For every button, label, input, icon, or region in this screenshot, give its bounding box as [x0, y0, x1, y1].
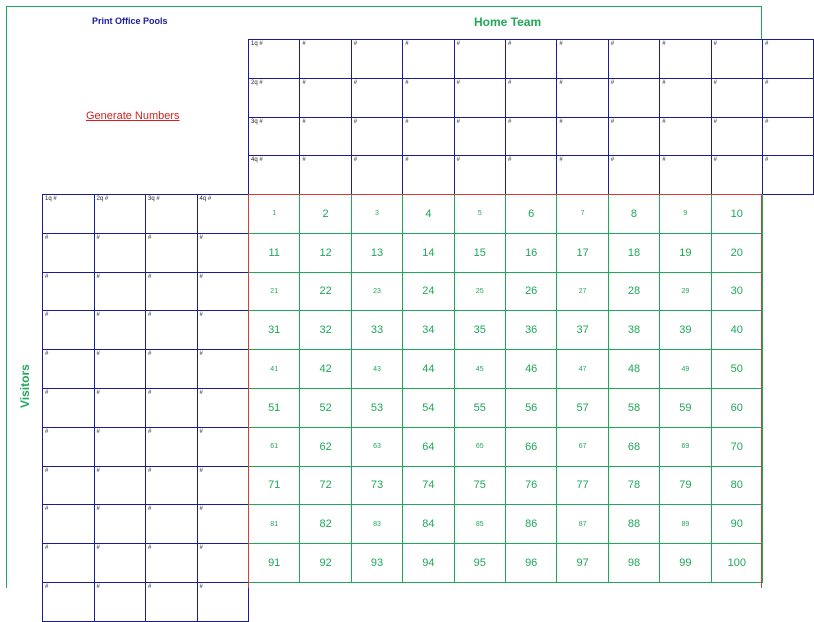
grid-square[interactable]: 10 [711, 194, 763, 234]
grid-square[interactable]: 63 [351, 427, 403, 467]
visitor-number-box[interactable]: # [145, 233, 198, 273]
grid-square[interactable]: 68 [608, 427, 660, 467]
home-quarter-label-4: 4q # [248, 155, 300, 195]
home-number-box[interactable]: # [351, 117, 403, 157]
grid-square[interactable]: 54 [402, 388, 454, 428]
home-number-box[interactable]: # [711, 117, 763, 157]
home-number-box[interactable]: # [505, 39, 557, 79]
home-number-box[interactable]: # [454, 39, 506, 79]
grid-square[interactable]: 22 [299, 272, 351, 312]
visitor-number-box[interactable]: # [145, 272, 198, 312]
grid-square[interactable]: 51 [248, 388, 300, 428]
home-number-box[interactable]: # [299, 78, 351, 118]
grid-square[interactable]: 28 [608, 272, 660, 312]
grid-square[interactable]: 31 [248, 310, 300, 350]
visitor-quarter-label-1: 1q # [42, 194, 95, 234]
grid-square[interactable]: 90 [711, 504, 763, 544]
visitor-number-box[interactable]: # [42, 543, 95, 583]
visitor-number-box[interactable]: # [197, 582, 250, 622]
visitor-quarter-label-2: 2q # [94, 194, 147, 234]
home-number-box[interactable]: # [505, 155, 557, 195]
home-number-box[interactable]: # [505, 117, 557, 157]
site-title[interactable]: Print Office Pools [92, 16, 168, 26]
grid-square[interactable]: 7 [556, 194, 608, 234]
visitor-number-box[interactable]: # [94, 233, 147, 273]
home-number-box[interactable]: # [762, 155, 814, 195]
visitor-number-box[interactable]: # [94, 504, 147, 544]
grid-square[interactable]: 99 [659, 543, 711, 583]
grid-square[interactable]: 8 [608, 194, 660, 234]
visitor-number-box[interactable]: # [42, 233, 95, 273]
grid-square[interactable]: 50 [711, 349, 763, 389]
home-number-box[interactable]: # [659, 117, 711, 157]
visitor-number-box[interactable]: # [145, 466, 198, 506]
visitor-number-box[interactable]: # [42, 310, 95, 350]
grid-square[interactable]: 26 [505, 272, 557, 312]
visitor-number-box[interactable]: # [94, 466, 147, 506]
home-number-box[interactable]: # [299, 155, 351, 195]
grid-square[interactable]: 23 [351, 272, 403, 312]
grid-square[interactable]: 84 [402, 504, 454, 544]
visitor-number-box[interactable]: # [42, 349, 95, 389]
visitor-number-box[interactable]: # [197, 543, 250, 583]
grid-square[interactable]: 81 [248, 504, 300, 544]
home-number-box[interactable]: # [659, 78, 711, 118]
visitor-number-box[interactable]: # [94, 582, 147, 622]
grid-square[interactable]: 21 [248, 272, 300, 312]
grid-square[interactable]: 85 [454, 504, 506, 544]
grid-square[interactable]: 75 [454, 466, 506, 506]
grid-square[interactable]: 30 [711, 272, 763, 312]
visitor-number-box[interactable]: # [197, 349, 250, 389]
grid-square[interactable]: 2 [299, 194, 351, 234]
grid-square[interactable]: 12 [299, 233, 351, 273]
grid-square[interactable]: 69 [659, 427, 711, 467]
grid-square[interactable]: 52 [299, 388, 351, 428]
grid-square[interactable]: 47 [556, 349, 608, 389]
visitor-number-box[interactable]: # [145, 504, 198, 544]
grid-square[interactable]: 80 [711, 466, 763, 506]
grid-square[interactable]: 44 [402, 349, 454, 389]
visitor-number-box[interactable]: # [94, 427, 147, 467]
home-number-box[interactable]: # [351, 39, 403, 79]
grid-square[interactable]: 97 [556, 543, 608, 583]
home-number-box[interactable]: # [659, 155, 711, 195]
home-quarter-label-1: 1q # [248, 39, 300, 79]
home-number-box[interactable]: # [556, 117, 608, 157]
grid-square[interactable]: 46 [505, 349, 557, 389]
grid-square[interactable]: 56 [505, 388, 557, 428]
grid-square[interactable]: 59 [659, 388, 711, 428]
grid-square[interactable]: 40 [711, 310, 763, 350]
visitor-number-box[interactable]: # [145, 349, 198, 389]
visitor-number-box[interactable]: # [94, 543, 147, 583]
grid-square[interactable]: 88 [608, 504, 660, 544]
grid-square[interactable]: 25 [454, 272, 506, 312]
grid-square[interactable]: 48 [608, 349, 660, 389]
home-number-box[interactable]: # [351, 155, 403, 195]
visitor-number-box[interactable]: # [197, 466, 250, 506]
visitor-number-box[interactable]: # [145, 543, 198, 583]
grid-square[interactable]: 79 [659, 466, 711, 506]
grid-square[interactable]: 70 [711, 427, 763, 467]
home-number-box[interactable]: # [762, 39, 814, 79]
home-quarter-label-2: 2q # [248, 78, 300, 118]
grid-square[interactable]: 53 [351, 388, 403, 428]
grid-square[interactable]: 89 [659, 504, 711, 544]
visitor-number-box[interactable]: # [42, 582, 95, 622]
visitor-quarter-label-3: 3q # [145, 194, 198, 234]
home-number-box[interactable]: # [556, 39, 608, 79]
home-number-box[interactable]: # [299, 117, 351, 157]
visitors-label: Visitors [18, 364, 32, 408]
visitor-number-box[interactable]: # [42, 388, 95, 428]
grid-square[interactable]: 96 [505, 543, 557, 583]
home-team-title: Home Team [474, 15, 542, 29]
grid-square[interactable]: 87 [556, 504, 608, 544]
grid-square[interactable]: 33 [351, 310, 403, 350]
visitor-quarter-label-4: 4q # [197, 194, 250, 234]
grid-square[interactable]: 38 [608, 310, 660, 350]
grid-square[interactable]: 93 [351, 543, 403, 583]
home-number-box[interactable]: # [711, 78, 763, 118]
grid-square[interactable]: 1 [248, 194, 300, 234]
grid-square[interactable]: 13 [351, 233, 403, 273]
home-number-box[interactable]: # [659, 39, 711, 79]
home-number-box[interactable]: # [711, 155, 763, 195]
home-number-box[interactable]: # [454, 117, 506, 157]
home-number-box[interactable]: # [351, 78, 403, 118]
home-number-box[interactable]: # [402, 155, 454, 195]
grid-square[interactable]: 62 [299, 427, 351, 467]
grid-square[interactable]: 18 [608, 233, 660, 273]
grid-square[interactable]: 29 [659, 272, 711, 312]
visitor-number-box[interactable]: # [42, 504, 95, 544]
grid-square[interactable]: 17 [556, 233, 608, 273]
visitor-number-box[interactable]: # [42, 272, 95, 312]
grid-square[interactable]: 73 [351, 466, 403, 506]
home-number-box[interactable]: # [402, 78, 454, 118]
home-number-box[interactable]: # [402, 39, 454, 79]
grid-square[interactable]: 39 [659, 310, 711, 350]
grid-square[interactable]: 32 [299, 310, 351, 350]
visitor-number-box[interactable]: # [42, 427, 95, 467]
grid-square[interactable]: 5 [454, 194, 506, 234]
grid-square[interactable]: 82 [299, 504, 351, 544]
grid-square[interactable]: 60 [711, 388, 763, 428]
home-number-box[interactable]: # [762, 117, 814, 157]
visitor-number-box[interactable]: # [197, 272, 250, 312]
grid-square[interactable]: 66 [505, 427, 557, 467]
grid-square[interactable]: 58 [608, 388, 660, 428]
grid-square[interactable]: 45 [454, 349, 506, 389]
home-number-box[interactable]: # [454, 78, 506, 118]
grid-square[interactable]: 16 [505, 233, 557, 273]
grid-square[interactable]: 74 [402, 466, 454, 506]
grid-square[interactable]: 49 [659, 349, 711, 389]
grid-square[interactable]: 78 [608, 466, 660, 506]
home-number-box[interactable]: # [762, 78, 814, 118]
grid-square[interactable]: 34 [402, 310, 454, 350]
grid-square[interactable]: 9 [659, 194, 711, 234]
home-number-box[interactable]: # [402, 117, 454, 157]
visitor-number-box[interactable]: # [145, 427, 198, 467]
visitor-number-box[interactable]: # [94, 272, 147, 312]
visitor-number-box[interactable]: # [197, 233, 250, 273]
grid-square[interactable]: 92 [299, 543, 351, 583]
grid-square[interactable]: 3 [351, 194, 403, 234]
grid-square[interactable]: 42 [299, 349, 351, 389]
grid-square[interactable]: 14 [402, 233, 454, 273]
home-quarter-label-3: 3q # [248, 117, 300, 157]
home-number-box[interactable]: # [608, 117, 660, 157]
grid-square[interactable]: 83 [351, 504, 403, 544]
grid-square[interactable]: 86 [505, 504, 557, 544]
visitor-number-box[interactable]: # [197, 427, 250, 467]
visitor-number-box[interactable]: # [197, 388, 250, 428]
home-number-box[interactable]: # [608, 155, 660, 195]
grid-square[interactable]: 98 [608, 543, 660, 583]
visitor-number-box[interactable]: # [145, 582, 198, 622]
grid-square[interactable]: 100 [711, 543, 763, 583]
grid-square[interactable]: 11 [248, 233, 300, 273]
grid-square[interactable]: 64 [402, 427, 454, 467]
grid-square[interactable]: 15 [454, 233, 506, 273]
visitor-number-box[interactable]: # [94, 310, 147, 350]
home-number-box[interactable]: # [608, 39, 660, 79]
grid-square[interactable]: 95 [454, 543, 506, 583]
home-number-box[interactable]: # [454, 155, 506, 195]
grid-square[interactable]: 71 [248, 466, 300, 506]
home-number-box[interactable]: # [556, 78, 608, 118]
grid-square[interactable]: 19 [659, 233, 711, 273]
grid-square[interactable]: 72 [299, 466, 351, 506]
grid-square[interactable]: 94 [402, 543, 454, 583]
home-number-box[interactable]: # [505, 78, 557, 118]
grid-square[interactable]: 35 [454, 310, 506, 350]
grid-square[interactable]: 24 [402, 272, 454, 312]
grid-square[interactable]: 67 [556, 427, 608, 467]
home-number-box[interactable]: # [299, 39, 351, 79]
visitor-number-box[interactable]: # [94, 388, 147, 428]
home-number-box[interactable]: # [711, 39, 763, 79]
grid-square[interactable]: 20 [711, 233, 763, 273]
grid-square[interactable]: 61 [248, 427, 300, 467]
visitor-number-box[interactable]: # [197, 310, 250, 350]
grid-square[interactable]: 4 [402, 194, 454, 234]
grid-square[interactable]: 6 [505, 194, 557, 234]
grid-square[interactable]: 76 [505, 466, 557, 506]
visitor-number-box[interactable]: # [94, 349, 147, 389]
grid-square[interactable]: 91 [248, 543, 300, 583]
visitor-number-box[interactable]: # [145, 388, 198, 428]
grid-square[interactable]: 27 [556, 272, 608, 312]
generate-numbers-link[interactable]: Generate Numbers [86, 110, 180, 122]
grid-square[interactable]: 77 [556, 466, 608, 506]
visitor-number-box[interactable]: # [145, 310, 198, 350]
visitor-number-box[interactable]: # [197, 504, 250, 544]
grid-square[interactable]: 37 [556, 310, 608, 350]
grid-square[interactable]: 65 [454, 427, 506, 467]
visitor-number-box[interactable]: # [42, 466, 95, 506]
grid-square[interactable]: 41 [248, 349, 300, 389]
home-number-box[interactable]: # [608, 78, 660, 118]
grid-square[interactable]: 36 [505, 310, 557, 350]
home-number-box[interactable]: # [556, 155, 608, 195]
grid-square[interactable]: 43 [351, 349, 403, 389]
grid-square[interactable]: 55 [454, 388, 506, 428]
grid-square[interactable]: 57 [556, 388, 608, 428]
